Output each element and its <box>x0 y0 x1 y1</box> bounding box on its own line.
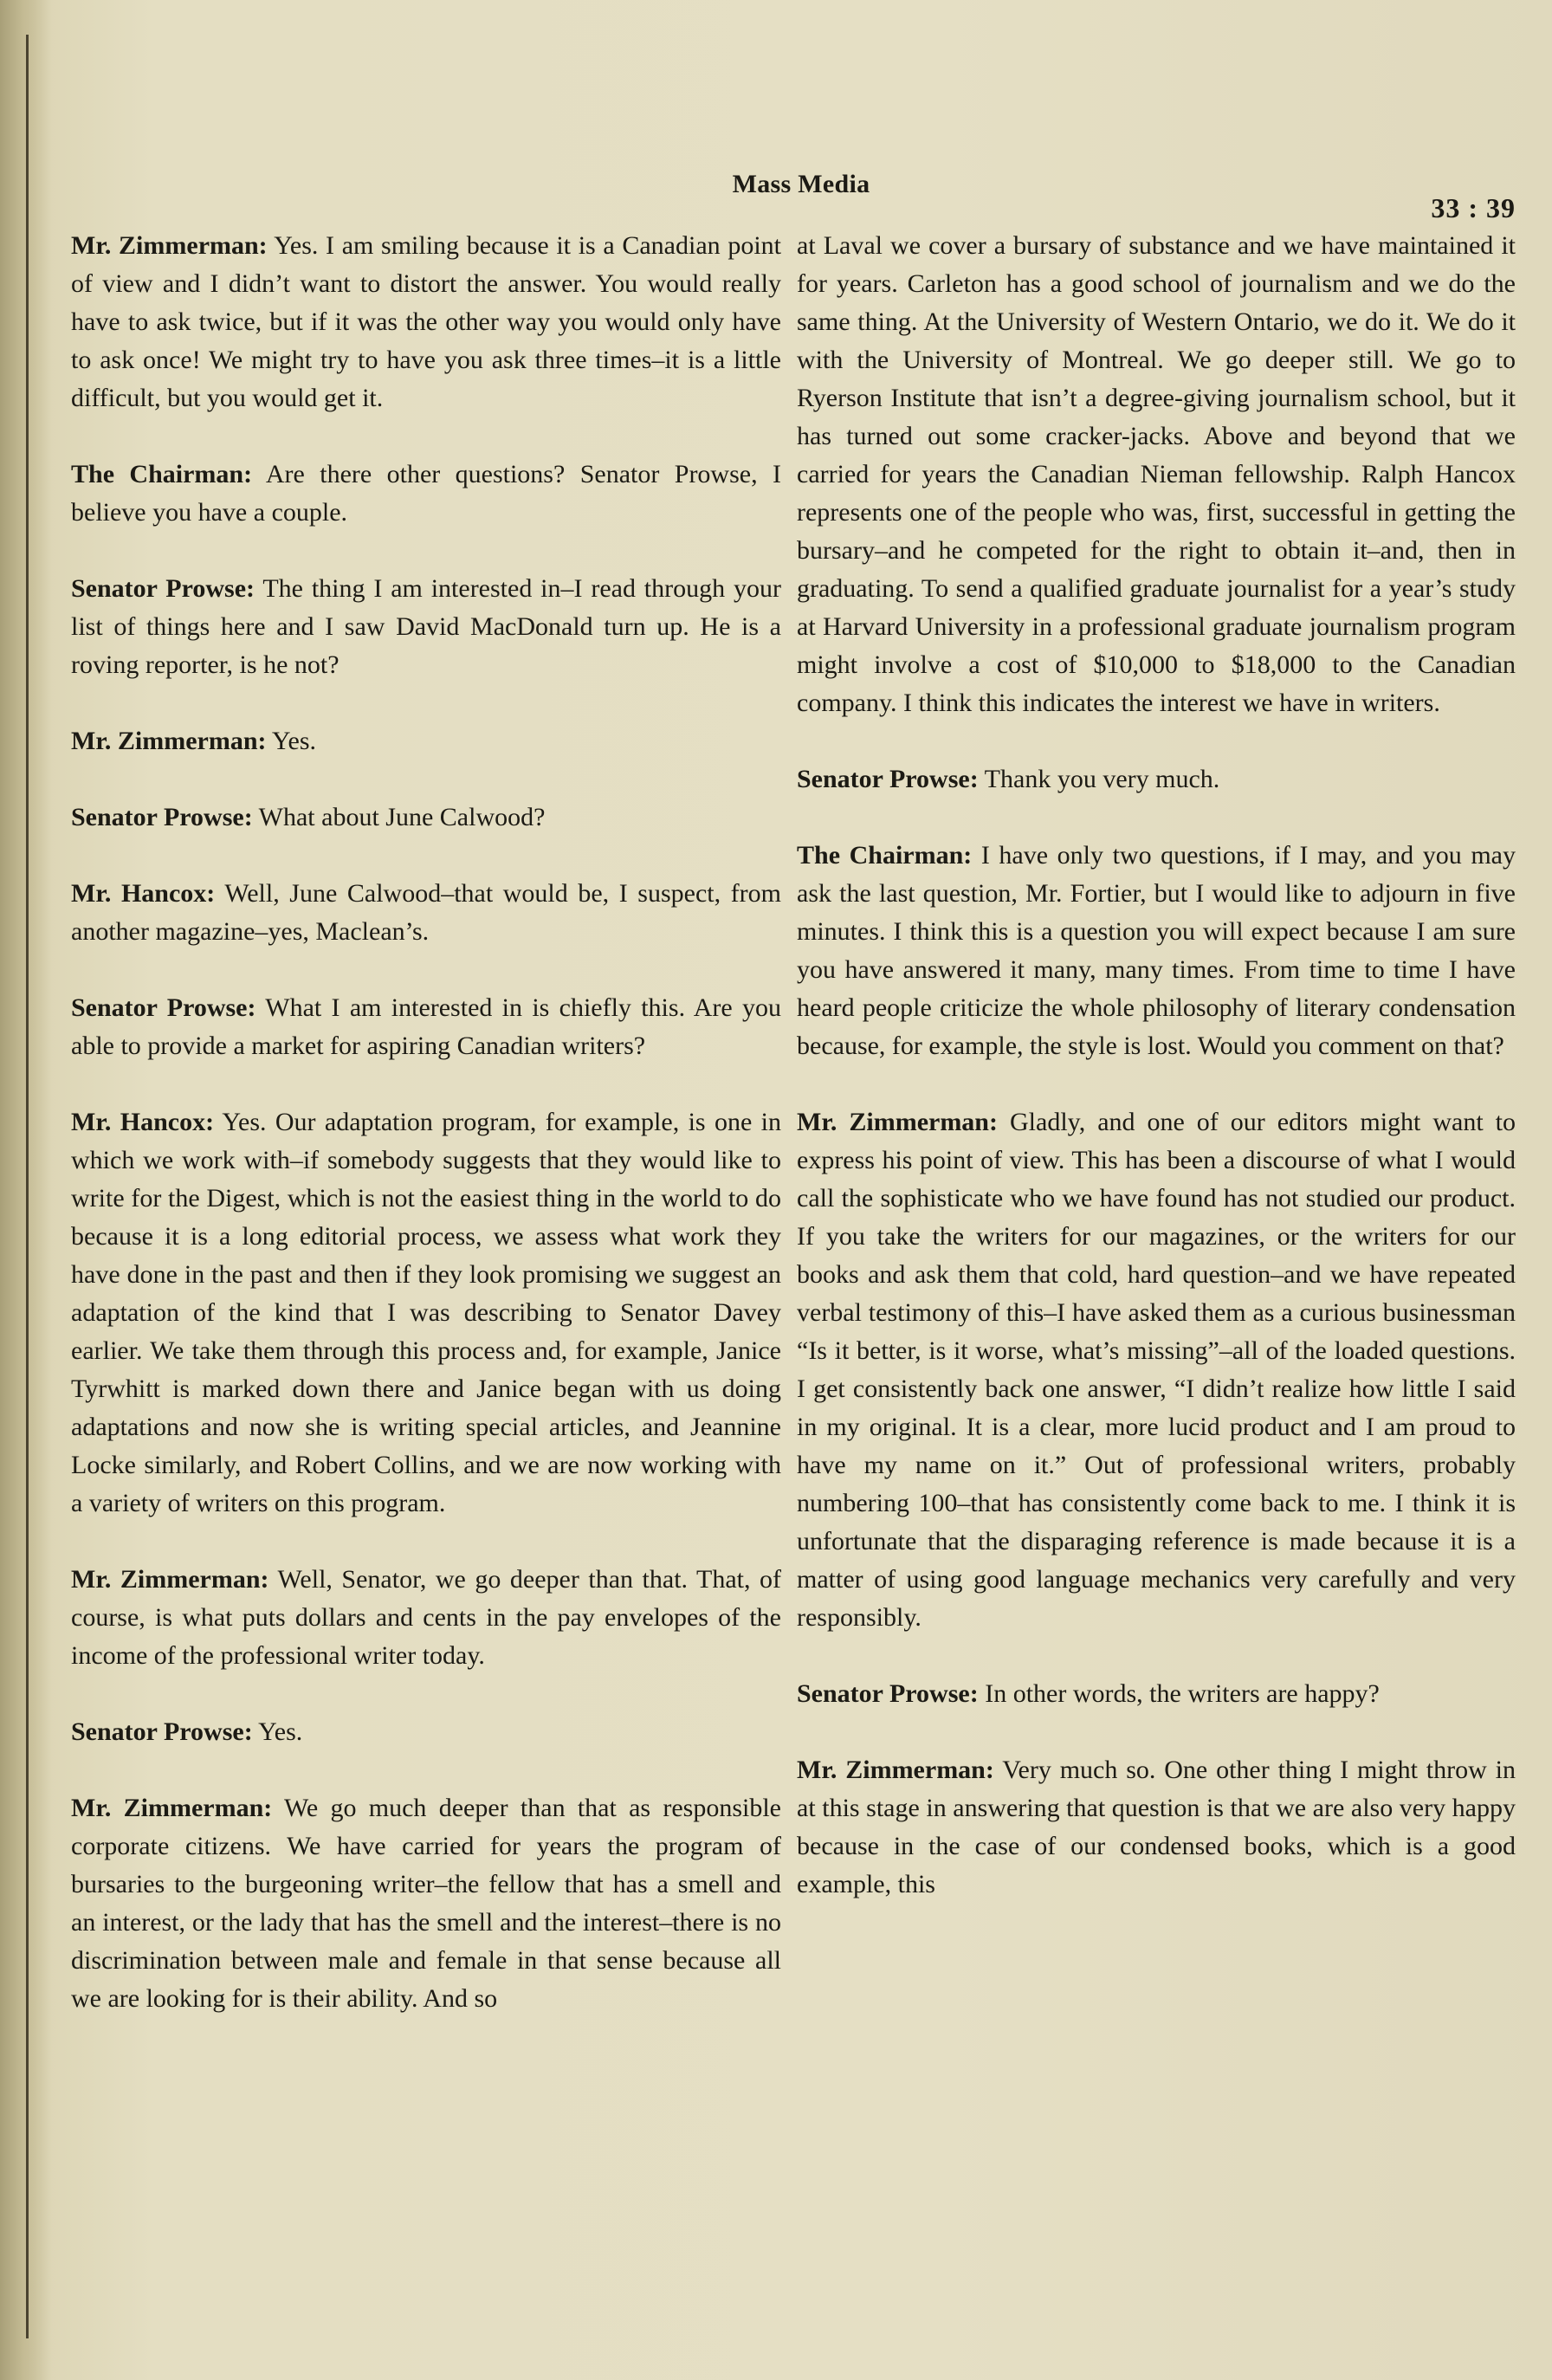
binding-edge <box>26 35 29 2338</box>
paragraph <box>797 1103 1516 1637</box>
speaker-name: The Chairman: <box>797 841 973 870</box>
paragraph <box>71 989 781 1065</box>
speaker-name: Senator Prowse: <box>71 1717 253 1746</box>
paragraph-text: Gladly, and one of our editors might want to express his point of view. This has been a discourse of what I would call the sophisticate who we have found has not studied our product. If you take the writers for our magazines, or the writers for our books and ask them that cold, hard question–and we have repeated verbal testimony of this–I have asked them as a curious businessman “Is it better, is it worse, what’s missing”–all of the loaded questions. I get consistently back one answer, “I didn’t realize how little I said in my original. It is a clear, more lucid product and I am proud to have my name on it.” Out of professional writers, probably numbering 100–that has consistently come back to me. I think it is unfortunate that the disparaging reference is made because it is a matter of using good language mechanics very carefully and very responsibly. <box>797 1108 1516 1632</box>
paragraph-text: The thing I am interested in–I read through your list of things here and I saw David MacDonald turn up. He is a roving reporter, is he not? <box>71 574 781 679</box>
paragraph-text: Yes. Our adaptation program, for example, is one in which we work with–if somebody suggests that they would like to write for the Digest, which is not the easiest thing in the world to do because it is a long editorial process, we assess what work they have done in the past and then if they look promising we suggest an adaptation of the kind that I was describing to Senator Davey earlier. We take them through this process and, for example, Janice Tyrwhitt is marked down there and Janice began with us doing adaptations and now she is writing special articles, and Jeannine Locke similarly, and Robert Collins, and we are now working with a variety of writers on this program. <box>71 1108 781 1517</box>
speaker-name: Senator Prowse: <box>797 765 979 793</box>
paragraph-text: Yes. I am smiling because it is a Canadian point of view and I didn’t want to distort the answer. You would really have to ask twice, but if it was the other way you would only have to ask once! We might try to have you ask three times–it is a little difficult, but you would get it. <box>71 231 781 412</box>
paragraph-text: Very much so. One other thing I might throw in at this stage in answering that question is that we are also very happy because in the case of our condensed books, which is a good example, this <box>797 1756 1516 1898</box>
speaker-name: Mr. Zimmerman: <box>797 1756 994 1784</box>
right-column <box>797 227 1516 1942</box>
paragraph <box>71 1561 781 1675</box>
paragraph-text: What I am interested in is chiefly this. Are you able to provide a market for aspiring Canadian writers? <box>71 993 781 1060</box>
speaker-name: The Chairman: <box>71 460 253 488</box>
paragraph <box>71 799 781 837</box>
paragraph-text: Are there other questions? Senator Prowse, I believe you have a couple. <box>71 460 781 527</box>
speaker-name: Senator Prowse: <box>797 1679 979 1708</box>
speaker-name: Senator Prowse: <box>71 803 253 831</box>
paragraph-text: In other words, the writers are happy? <box>985 1679 1380 1708</box>
paragraph-text: We go much deeper than that as responsible corporate citizens. We have carried for years the program of bursaries to the burgeoning writer–the fellow that has a smell and an interest, or the lady that has the smell and the interest–there is no discrimination between male and female in that sense because all we are looking for is their ability. And so <box>71 1794 781 2013</box>
paragraph <box>71 875 781 951</box>
paragraph <box>71 722 781 760</box>
speaker-name: Mr. Zimmerman: <box>71 1794 273 1822</box>
paragraph <box>797 837 1516 1065</box>
paragraph-text: Yes. <box>258 1717 303 1746</box>
paragraph <box>71 1713 781 1751</box>
paragraph <box>71 456 781 532</box>
paragraph <box>71 1103 781 1523</box>
paragraph <box>797 760 1516 799</box>
paragraph-text: I have only two questions, if I may, and you may ask the last question, Mr. Fortier, but I would like to adjourn in five minutes. I think this is a question you will expect because I am sure you have answered it many, many times. From time to time I have heard people criticize the whole philosophy of literary condensation because, for example, the style is lost. Would you comment on that? <box>797 841 1516 1060</box>
paragraph <box>71 570 781 684</box>
paragraph-text: What about June Calwood? <box>258 803 546 831</box>
paragraph <box>797 1675 1516 1713</box>
paragraph-text: at Laval we cover a bursary of substance and we have maintained it for years. Carleton has a good school of journalism and we do the same thing. At the University of Western Ontario, we do it. We do it with the University of Montreal. We go deeper still. We go to Ryerson Institute that isn’t a degree-giving journalism school, but it has turned out some cracker-jacks. Above and beyond that we carried for years the Canadian Nieman fellowship. Ralph Hancox represents one of the people who was, first, successful in getting the bursary–and he competed for the right to obtain it–and, then in graduating. To send a qualified graduate journalist for a year’s study at Harvard University in a professional graduate journalism program might involve a cost of $10,000 to $18,000 to the Canadian company. I think this indicates the interest we have in writers. <box>797 231 1516 717</box>
paragraph <box>797 1751 1516 1904</box>
speaker-name: Mr. Hancox: <box>71 879 216 908</box>
speaker-name: Mr. Zimmerman: <box>71 727 267 755</box>
running-head: Mass Media <box>732 170 870 198</box>
speaker-name: Senator Prowse: <box>71 993 256 1022</box>
speaker-name: Mr. Zimmerman: <box>71 231 268 260</box>
speaker-name: Mr. Zimmerman: <box>797 1108 998 1136</box>
paragraph-text: Well, June Calwood–that would be, I suspect, from another magazine–yes, Maclean’s. <box>71 879 781 946</box>
speaker-name: Mr. Hancox: <box>71 1108 215 1136</box>
speaker-name: Mr. Zimmerman: <box>71 1565 269 1594</box>
paragraph <box>71 227 781 417</box>
speaker-name: Senator Prowse: <box>71 574 255 603</box>
left-column <box>71 227 781 2056</box>
paragraph-text: Thank you very much. <box>984 765 1220 793</box>
paragraph <box>71 1789 781 2018</box>
paragraph-text: Well, Senator, we go deeper than that. That, of course, is what puts dollars and cents in the pay envelopes of the income of the professional writer today. <box>71 1565 781 1670</box>
paragraph <box>797 227 1516 722</box>
paragraph-text: Yes. <box>271 727 317 755</box>
page-number: 33 : 39 <box>1431 192 1516 223</box>
